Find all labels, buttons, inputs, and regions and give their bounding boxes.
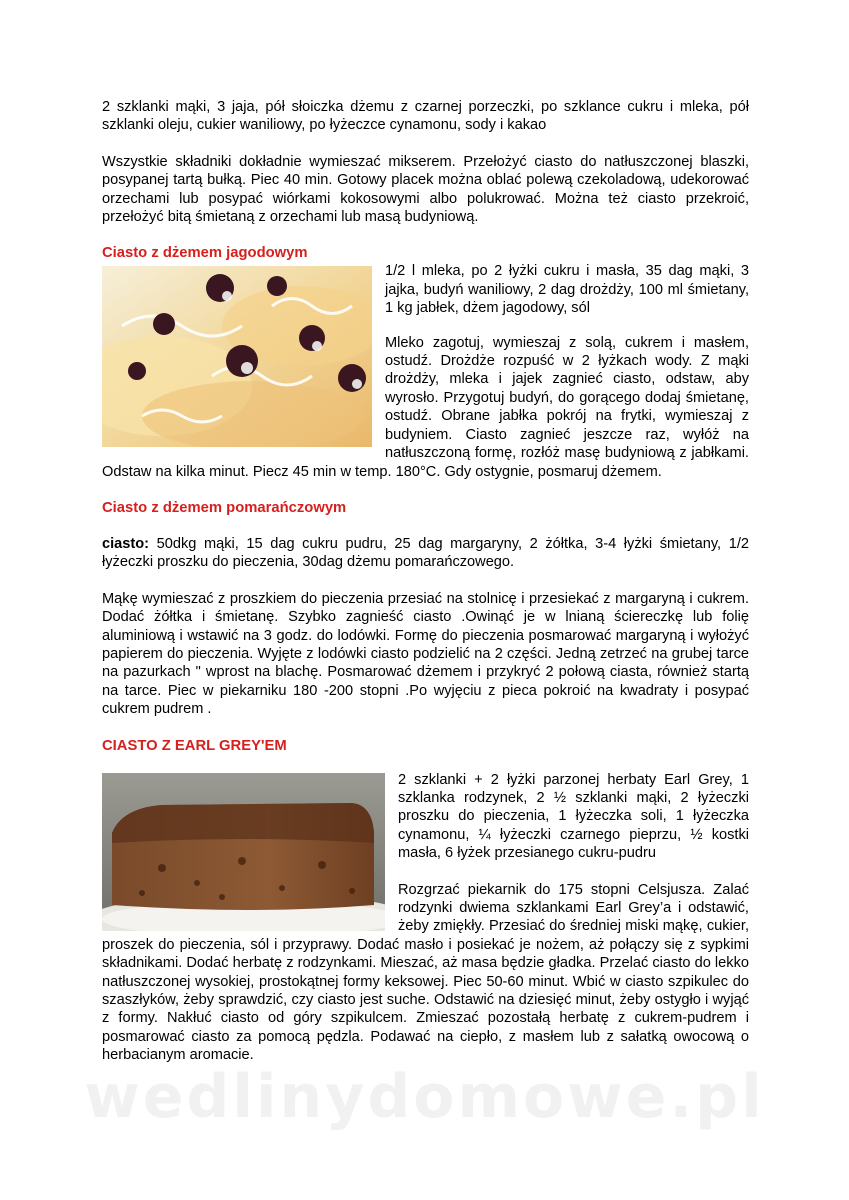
earl-grey-method: Rozgrzać piekarnik do 175 stopni Celsjusza. Zalać rodzynki dwiema szklankami Earl Grey’a i odstawić, żeby zmiękły. Przesiać do średniej miski mąkę, cukier, proszek do pieczenia, sól i przyprawy. Dodać masło i posiekać je nożem, aż połączy się z sypkimi składnikami. Dodać herbatę z rodzynkami. Mieszać, aż masa będzie gładka. Przelać ciasto do lekko natłuszczonej wysokiej, prostokątnej formy keksowej. Piec 50-60 minut. Wbić w ciasto szpikulec do szaszłyków, żeby sprawdzić, czy ciasto jest suche. Odstawić na dziesięć minut, żeby ostygło i wyjąć z formy. Nakłuć ciasto od góry szpikulcem. Zmieszać pozostałą herbatę z cukrem-pudrem i posmarować ciasto za pomocą pędzla. Podawać na ciepło, z masłem lub z sałatką owocową o herbacianym aromacie. bbox=[102, 881, 749, 1064]
jagodowy-ingredients: 1/2 l mleka, po 2 łyżki cukru i masła, 35 dag mąki, 3 jajka, budyń waniliowy, 2 dag drożdży, 100 ml śmietany, 1 kg jabłek, dżem jagodowy, sól bbox=[385, 263, 749, 317]
watermark: wedlinydomowe.pl bbox=[84, 1062, 765, 1132]
photo-blueberry-cake bbox=[102, 266, 372, 447]
document-page bbox=[102, 98, 749, 1065]
photo-earl-grey-cake bbox=[102, 773, 385, 931]
intro-ingredients: 2 szklanki mąki, 3 jaja, pół słoiczka dżemu z czarnej porzeczki, po szklance cukru i mleka, pół szklanki oleju, cukier waniliowy, po łyżeczce cynamonu, sody i kakao bbox=[102, 99, 749, 134]
ingredients-label: ciasto: bbox=[102, 535, 150, 552]
pomaranczowy-ingredients bbox=[102, 535, 749, 572]
jagodowy-method: Mleko zagotuj, wymieszaj z solą, cukrem i masłem, ostudź. Drożdże rozpuść w 2 łyżkach wody. Z mąki drożdży, mleka i jajek zagnieć ciasto, odstaw, aby wyrosło. Przygotuj budyń, do gorącego dodaj śmietanę, ostudź. Obrane jabłka pokrój na frytki, wymieszaj z budyniem. Ciasto zagnieć jeszcze raz, wyłóż na natłuszczoną formę, rozłóż masę budyniową z jabłkami. Odstaw na kilka minut. Piecz 45 min w temp. 180°C. Gdy ostygnie, posmaruj dżemem. bbox=[102, 334, 749, 480]
intro-method: Wszystkie składniki dokładnie wymieszać mikserem. Przełożyć ciasto do natłuszczonej blaszki, posypanej tartą bułką. Piec 40 min. Gotowy placek można oblać polewą czekoladową, udekorować orzechami lub posypać wiórkami kokosowymi albo polukrować. Można też ciasto przekroić, przełożyć bitą śmietaną z orzechami lub masą budyniową. bbox=[102, 153, 749, 226]
recipe-title-pomaranczowy: Ciasto z dżemem pomarańczowym bbox=[102, 499, 347, 516]
pomaranczowy-method: Mąkę wymieszać z proszkiem do pieczenia przesiać na stolnicę i przesiekać z margaryną i cukrem. Dodać żółtka i śmietanę. Szybko zagnieść ciasto .Owinąć je w lnianą ściereczkę lub folię aluminiową i wstawić na 3 godz. do lodówki. Formę do pieczenia posmarować margaryną i wyłożyć papierem do pieczenia. Wyjęte z lodówki ciasto podzielić na 2 części. Jedną zetrzeć na grubej tarce na pazurkach " wprost na blachę. Posmarować dżemem i przykryć 2 połową ciasta, również startą na tarce. Piec w piekarniku 180 -200 stopni .Po wyjęciu z pieca pokroić na kwadraty i posypać cukrem pudrem . bbox=[102, 590, 749, 718]
pomaranczowy-ingredients-text: 50dkg mąki, 15 dag cukru pudru, 25 dag margaryny, 2 żółtka, 3-4 łyżki śmietany, 1/2 łyżeczki proszku do pieczenia, 30dag dżemu pomarańczowego. bbox=[102, 535, 749, 571]
earl-grey-ingredients: 2 szklanki + 2 łyżki parzonej herbaty Earl Grey, 1 szklanka rodzynek, 2 ½ szklanki mąki, 2 łyżeczki proszku do pieczenia, 1 łyżeczka soli, 1 łyżeczka cynamonu, ¼ łyżeczki czarnego pieprzu, ½ kostki masła, 6 łyżek przesianego cukru-pudru bbox=[398, 771, 749, 862]
recipe-title-earl-grey: CIASTO Z EARL GREY'EM bbox=[102, 737, 287, 754]
recipe-title-jagodowy: Ciasto z dżemem jagodowym bbox=[102, 245, 308, 262]
